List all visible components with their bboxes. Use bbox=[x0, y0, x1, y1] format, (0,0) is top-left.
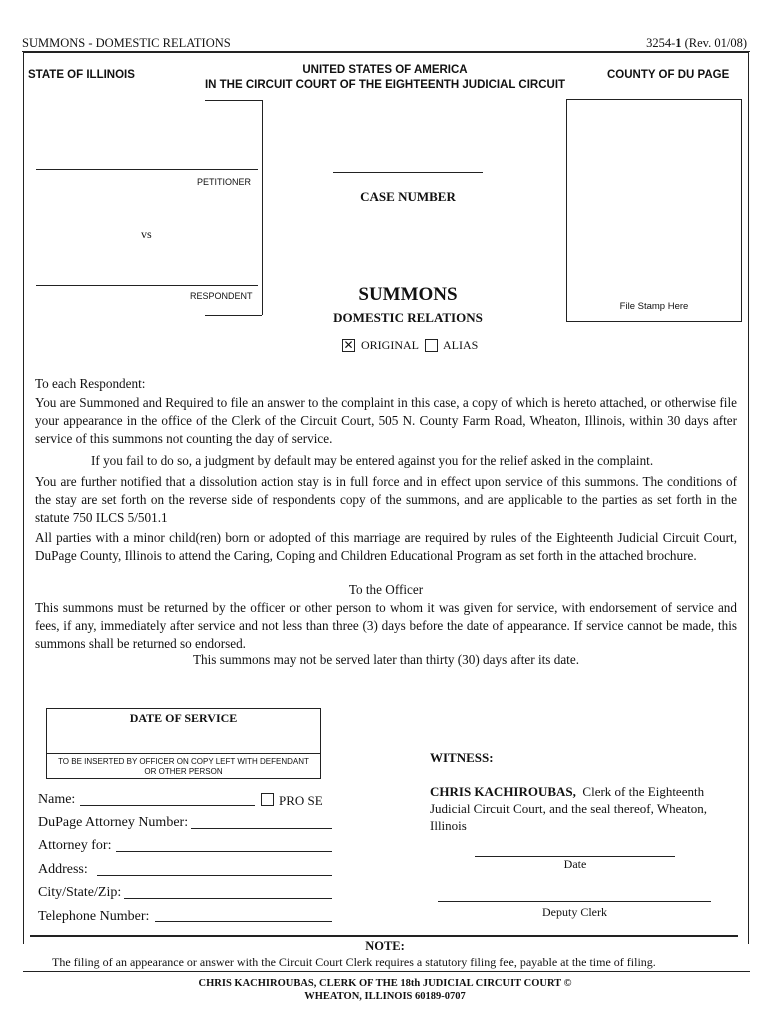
attorney-for-field[interactable] bbox=[116, 851, 332, 852]
address-label: Address: bbox=[38, 862, 88, 877]
paragraph-officer: This summons must be returned by the officer or other person to whom it was given for service, with endorsement of service and fees, if any, immediately after service and not less than three (3) days before the date of appearance. If service cannot be made, this summons shall be returned so endorsed. bbox=[35, 600, 737, 651]
attorney-for-label: Attorney for: bbox=[38, 838, 112, 853]
dupage-number-label: DuPage Attorney Number: bbox=[38, 815, 189, 830]
clerk-footer-line-2: WHEATON, ILLINOIS 60189-0707 bbox=[304, 991, 466, 1002]
parties-box-right bbox=[262, 100, 263, 315]
city-state-zip-label: City/State/Zip: bbox=[38, 885, 122, 900]
note-text: The filing of an appearance or answer with the Circuit Court Clerk requires a statutory filing fee, payable at the time of filing. bbox=[52, 955, 656, 969]
state-label: STATE OF ILLINOIS bbox=[28, 69, 135, 81]
alias-label: ALIAS bbox=[443, 338, 479, 352]
clerk-footer-line-1: CHRIS KACHIROUBAS, CLERK OF THE 18th JUDICIAL CIRCUIT COURT © bbox=[198, 978, 572, 989]
telephone-label: Telephone Number: bbox=[38, 909, 150, 924]
county-label: COUNTY OF DU PAGE bbox=[607, 69, 730, 81]
court-label: IN THE CIRCUIT COURT OF THE EIGHTEENTH JUDICIAL CIRCUIT bbox=[204, 79, 566, 91]
name-label: Name: bbox=[38, 792, 76, 807]
note-label: NOTE: bbox=[365, 939, 405, 953]
officer-heading: To the Officer bbox=[348, 582, 424, 597]
form-number-bold: 1 bbox=[675, 36, 682, 50]
pro-se-checkbox[interactable] bbox=[261, 793, 274, 806]
footer-rule bbox=[30, 935, 738, 937]
clerk-witness-line-2: Judicial Circuit Court, and the seal thereof, Wheaton, bbox=[430, 801, 708, 816]
file-stamp-box bbox=[566, 99, 742, 322]
paragraph-summoned: You are Summoned and Required to file an answer to the complaint in this case, a copy of which is hereto attached, or otherwise file your appearance in the office of the Clerk of the Circuit Court, 505 N. County Farm Road, Wheaton, Illinois, within 30 days after service of this summons not counting the day of service. bbox=[35, 395, 737, 446]
date-of-service-divider bbox=[46, 753, 321, 754]
case-number-line[interactable] bbox=[333, 172, 483, 173]
pro-se-label: PRO SE bbox=[279, 793, 323, 808]
form-title: SUMMONS - DOMESTIC RELATIONS bbox=[22, 36, 231, 50]
original-checkbox[interactable]: ✕ bbox=[343, 338, 354, 352]
case-number-label: CASE NUMBER bbox=[360, 189, 456, 204]
alias-checkbox[interactable] bbox=[425, 339, 438, 352]
file-stamp-label: File Stamp Here bbox=[619, 301, 689, 312]
clerk-witness-line-1 bbox=[430, 784, 704, 800]
summons-subtitle: DOMESTIC RELATIONS bbox=[333, 310, 483, 325]
date-of-service-title: DATE OF SERVICE bbox=[129, 711, 238, 725]
clerk-name: CHRIS KACHIROUBAS, bbox=[430, 784, 576, 799]
paragraph-default: If you fail to do so, a judgment by default may be entered against you for the relief asked in the complaint. bbox=[91, 453, 654, 468]
paragraph-thirty-days: This summons may not be served later than thirty (30) days after its date. bbox=[192, 652, 579, 667]
date-of-service-note-2: OR OTHER PERSON bbox=[144, 767, 223, 776]
telephone-field[interactable] bbox=[155, 921, 332, 922]
paragraph-stay: You are further notified that a dissolution action stay is in full force and in effect upon service of this summons. The conditions of the stay are set forth on the reverse side of respondents copy of the summons, and are applicable to the parties as set forth in the statute 750 ILCS 5/501.1 bbox=[35, 474, 737, 525]
date-of-service-note-1: TO BE INSERTED BY OFFICER ON COPY LEFT WITH DEFENDANT bbox=[58, 757, 309, 766]
date-label: Date bbox=[563, 857, 587, 871]
petitioner-label: PETITIONER bbox=[197, 177, 252, 187]
city-state-zip-field[interactable] bbox=[124, 898, 332, 899]
parties-box-bottom bbox=[205, 315, 262, 316]
respondent-line[interactable] bbox=[36, 285, 258, 286]
clerk-text-1: Clerk of the Eighteenth bbox=[582, 784, 705, 799]
country-label: UNITED STATES OF AMERICA bbox=[302, 64, 468, 76]
footer-bottom-rule bbox=[23, 971, 750, 972]
salutation: To each Respondent: bbox=[35, 376, 146, 391]
parties-box-top bbox=[205, 100, 262, 101]
form-number-prefix: 3254- bbox=[646, 36, 676, 50]
vs-label: vs bbox=[141, 227, 152, 241]
name-field[interactable] bbox=[80, 805, 255, 806]
petitioner-line[interactable] bbox=[36, 169, 258, 170]
respondent-label: RESPONDENT bbox=[190, 291, 253, 301]
deputy-clerk-line[interactable] bbox=[438, 901, 711, 902]
dupage-number-field[interactable] bbox=[191, 828, 332, 829]
form-number bbox=[646, 36, 747, 51]
clerk-witness-line-3: Illinois bbox=[430, 818, 467, 833]
witness-label: WITNESS: bbox=[430, 750, 494, 765]
original-label: ORIGINAL bbox=[361, 338, 419, 352]
deputy-clerk-label: Deputy Clerk bbox=[542, 905, 607, 919]
form-revision: (Rev. 01/08) bbox=[681, 36, 747, 50]
address-field[interactable] bbox=[97, 875, 332, 876]
paragraph-children: All parties with a minor child(ren) born or adopted of this marriage are required by rules of the Eighteenth Judicial Circuit Court, DuPage County, Illinois to attend the Caring, Coping and Children Educational Program as set forth in the attached brochure. bbox=[35, 530, 737, 563]
summons-title: SUMMONS bbox=[358, 284, 458, 305]
